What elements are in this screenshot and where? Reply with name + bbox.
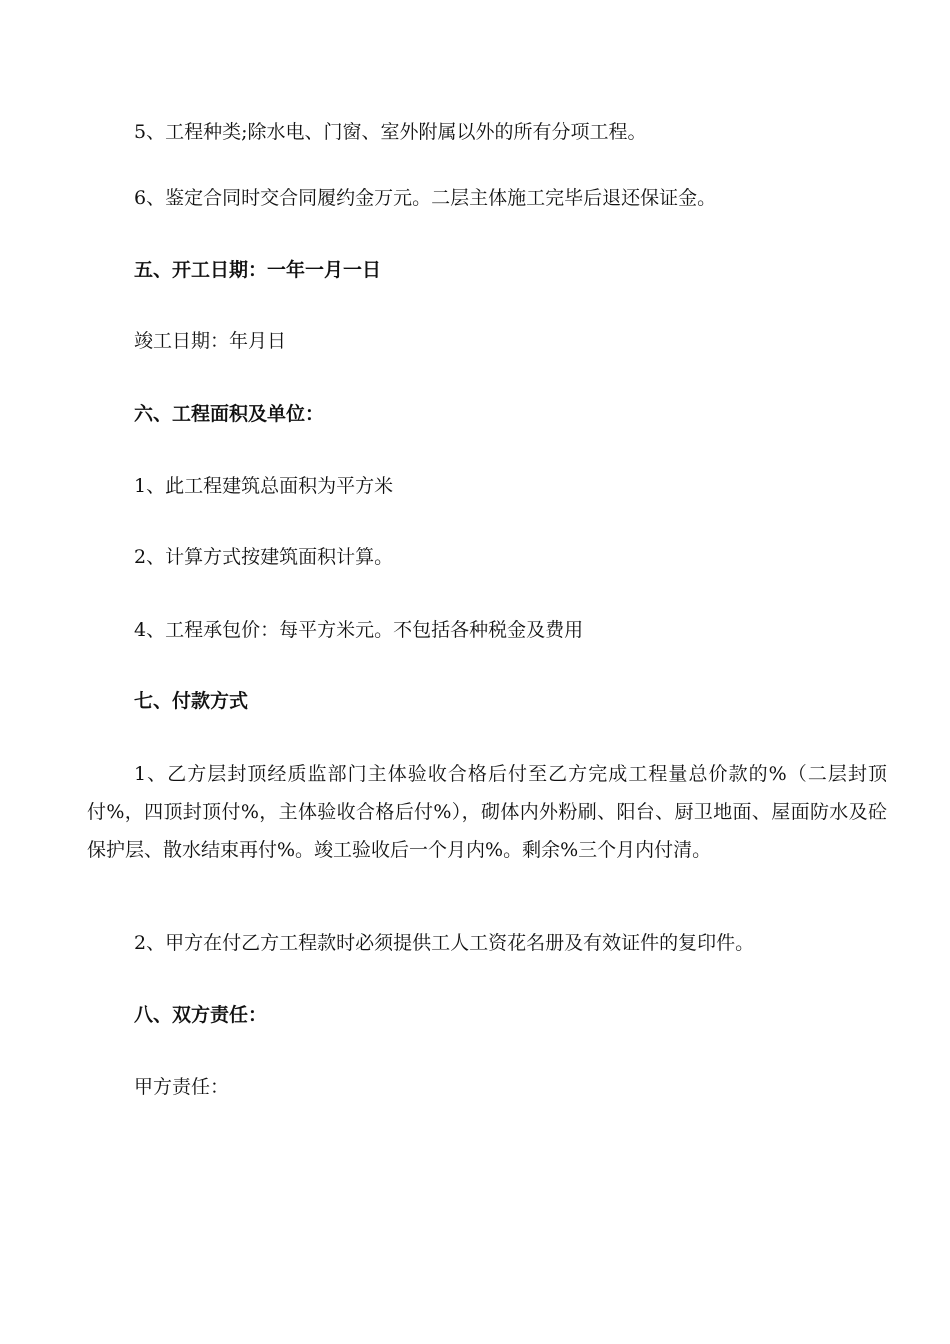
- section-6-area-heading: 六、工程面积及单位：: [134, 403, 325, 425]
- item-4-contract-price: 4、工程承包价：每平方米元。不包括各种税金及费用: [134, 619, 584, 641]
- payment-item-1-paragraph: 1、乙方层封顶经质监部门主体验收合格后付至乙方完成工程量总价款的%（二层封顶付%，四顶封顶付%，主体验收合格后付%），砌体内外粉刷、阳台、厨卫地面、屋面防水及砼保护层、散水结束再付%。竣工验收后一个月内%。剩余%三个月内付清。: [87, 763, 887, 861]
- item-6-performance-deposit: 6、鉴定合同时交合同履约金万元。二层主体施工完毕后退还保证金。: [134, 187, 717, 209]
- section-7-payment-heading: 七、付款方式: [134, 690, 249, 712]
- completion-date: 竣工日期：年月日: [134, 330, 287, 352]
- section-8-responsibilities-heading: 八、双方责任：: [134, 1004, 268, 1026]
- payment-item-2: 2、甲方在付乙方工程款时必须提供工人工资花名册及有效证件的复印件。: [134, 932, 755, 954]
- item-5-work-types: 5、工程种类;除水电、门窗、室外附属以外的所有分项工程。: [134, 121, 647, 143]
- section-5-start-date-heading: 五、开工日期：一年一月一日: [134, 259, 382, 281]
- item-1-total-area: 1、此工程建筑总面积为平方米: [134, 475, 394, 497]
- item-2-calculation-method: 2、计算方式按建筑面积计算。: [134, 546, 394, 568]
- party-a-responsibilities: 甲方责任：: [134, 1076, 230, 1098]
